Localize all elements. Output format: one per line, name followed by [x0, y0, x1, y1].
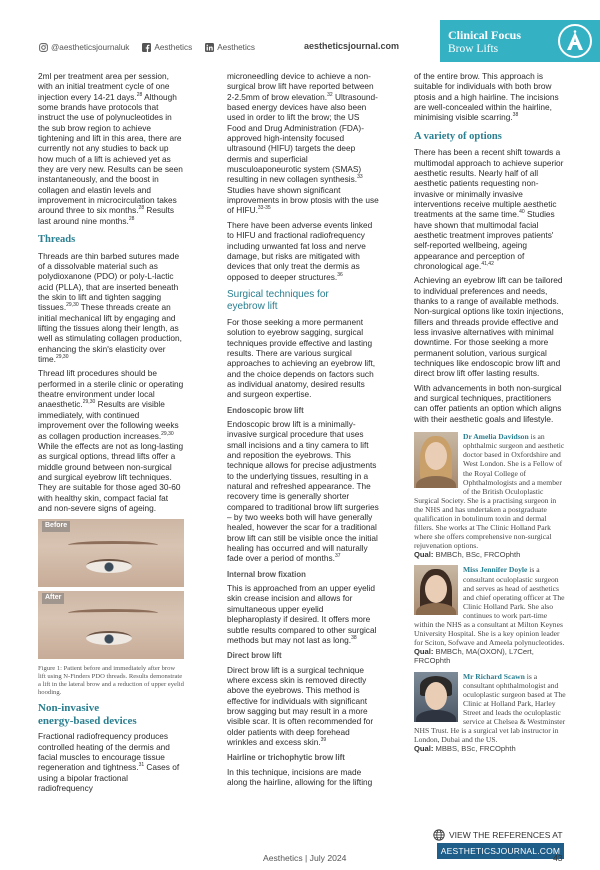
author-photo-richard-scawn: [414, 672, 458, 722]
facebook-name[interactable]: Aesthetics: [154, 42, 193, 52]
facebook-icon[interactable]: [141, 42, 151, 52]
paragraph: With advancements in both non-surgical and surgical techniques, practitioners can offer patients an option which aligns with their aesthetic goals and lifestyle.: [414, 382, 562, 424]
heading-variety-of-options: A variety of options: [414, 130, 502, 142]
paragraph: Endoscopic brow lift is a minimally-invasive surgical procedure that uses small incisions and a tiny camera to lift and reposition the eyebrows. This technique allows for precise adjustments to the underlying tissues, resulting in a natural and refreshed appearance. The recovery time is generally shorter compared to traditional brow lift surgeries – by two weeks both will have generally healed, however the scar for a traditional brow lift can still be visible once the initial healing has occurred and will naturally fade over a period of months.$^{37}$: [227, 418, 379, 564]
after-photo: [38, 591, 184, 659]
social-links: [38, 42, 255, 52]
author-name: Miss Jennifer Doyle: [463, 565, 528, 575]
subheading-endoscopic: Endoscopic brow lift: [227, 405, 304, 415]
paragraph: Fractional radiofrequency produces controlled heating of the dermis and facial muscles to encourage tissue regeneration and tightness.$^{31}$ Cases of using a bipolar fractional radiofrequency: [38, 731, 180, 794]
paragraph: There have been adverse events linked to HIFU and fractional radiofrequency including unwanted fat loss and nerve damage, but risks are mitigated with devices that only treat the dermis as opposed to deeper structures.$^{36}$: [227, 219, 373, 282]
paragraph: Achieving an eyebrow lift can be tailored to individual preferences and needs, thanks to a range of available methods. Non-surgical options like toxin injections, fillers and threads provide effective and less invasive alternatives with minimal downtime. For those seeking a more permanent solution, various surgical techniques like endoscopic brow lift and direct brow lift offer lasting results.: [414, 275, 564, 379]
heading-energy-devices: Non-invasive energy-based devices: [38, 702, 137, 727]
heading-surgical-techniques: Surgical techniques for eyebrow lift: [227, 288, 329, 312]
author-qualifications: Qual: MBBS, BSc, FRCOphth: [414, 744, 516, 754]
paragraph: In this technique, incisions are made along the hairline, allowing for the lifting: [227, 766, 373, 787]
subheading-direct-brow-lift: Direct brow lift: [227, 651, 282, 661]
before-photo: [38, 519, 184, 587]
paragraph: Direct brow lift is a surgical technique where excess skin is removed directly above the eyebrows. This method is effective for individuals with significant brow sagging but may result in a more visible scar. It is often recommended for older patients with deep forehead wrinkles and excess skin.$^{39}$: [227, 664, 374, 747]
issue-label: Aesthetics | July 2024: [263, 853, 347, 863]
column-3: [414, 71, 566, 759]
author-photo-amelia-davidson: [414, 432, 458, 488]
heading-threads: Threads: [38, 234, 76, 246]
linkedin-icon[interactable]: [204, 42, 214, 52]
figure-caption: Figure 1: Patient before and immediately after brow lift using N-Finders PDO threads. Results demonstrate a lift in the lateral brow and a reduction of upper eyelid hooding.: [38, 665, 184, 696]
author-name: Mr Richard Scawn: [463, 671, 525, 681]
author-photo-jennifer-doyle: [414, 565, 458, 615]
paragraph: This is approached from an upper eyelid skin crease incision and allows for simultaneous upper eyelid blepharoplasty if desired. It offers more subtle results compared to other surgical methods but may not last as long.$^{38}$: [227, 583, 377, 645]
paragraph: Thread lift procedures should be performed in a sterile clinic or operating theatre environment under local anaesthetic.$^{29,30}$ Results are visible immediately, with continued improvement over the following weeks as collagen production increases.$^{29,30}$ While the effects are not as long-lasting as surgical options, thread lifts offer a middle ground between non-surgical and surgical eyebrow lift techniques. They are suitable for those aged 30-60 with healthy skin, compact facial fat and non-severe signs of ageing.: [38, 368, 184, 513]
author-bio: Dr Amelia Davidson is an ophthalmic surgeon and aesthetic doctor based in Oxfordshire and West London. She is a Fellow of the Royal College of Ophthalmologists and a member of the British Oculoplastic Surgical Society. She is a practising surgeon in the NHS and has undertaken a postgraduate qualification in botulinum toxin and dermal fillers. She works at The Clinic Holland Park where she offers comprehensive non-surgical rejuvenation options. Qual: BMBCh, BSc, FRCOphth: [414, 432, 565, 560]
section-band: [440, 20, 600, 62]
references-link-button[interactable]: AESTHETICSJOURNAL.COM: [437, 843, 564, 859]
column-2: [227, 71, 379, 791]
section-title: Clinical Focus: [448, 28, 522, 42]
instagram-handle[interactable]: @aestheticsjournaluk: [51, 42, 130, 52]
subheading-hairline: Hairline or trichophytic brow lift: [227, 753, 345, 763]
globe-icon: [433, 829, 445, 841]
author-bio: Miss Jennifer Doyle is a consultant oculoplastic surgeon and serves as head of aesthetics and chief operating officer at The Clinic Holland Park. She also continues to work part-time within the NHS as a consultant at Milton Keynes University Hospital. She is a key opinion leader for Sciton, Sofwave and Ameela polynucleotides. Qual: BMBCh, MA(OXON), L7Cert, FRCOphth: [414, 565, 565, 666]
before-label: Before: [42, 521, 70, 531]
references-prompt: [433, 829, 563, 841]
paragraph: microneedling device to achieve a non-surgical brow lift have reported between 2-2.5mm of brow elevation.$^{32}$ Ultrasound-based energy devices have also been used in order to lift the brow; the US Food and Drug Administration (FDA)-approved high-intensity focused ultrasound (HIFU) targets the deep dermis and superficial musculoaponeurotic system (SMAS) resulting in new collagen synthesis.$^{33}$ Studies have shown significant improvements in brow ptosis with the use of HIFU.$^{33-35}$: [227, 71, 379, 216]
paragraph: 2ml per treatment area per session, with an initial treatment cycle of one injection every 14-21 days.$^{28}$ Although some brands have protocols that instruct the use of polynucleotides in the sub brow region to achieve tightening and lift in this area, there are currently not any studies to back up how much of a lift is achieved yet as they are very new. Results can be seen instantaneously, and the boost in collagen and elastin levels and improvement in microcirculation takes around three to six months.$^{28}$ Results last around nine months.$^{28}$: [38, 71, 183, 226]
aesthetics-logo-icon: [558, 24, 592, 58]
paragraph: For those seeking a more permanent solution to eyebrow sagging, surgical techniques provide effective and lasting results. There are various surgical approaches to achieving an eyebrow lift, and the choice depends on factors such as individual anatomy, desired results and surgeon expertise.: [227, 316, 376, 400]
page-header: [0, 0, 600, 62]
page-number: 43: [553, 853, 563, 863]
section-topic: Brow Lifts: [448, 43, 499, 55]
linkedin-name[interactable]: Aesthetics: [217, 42, 255, 52]
paragraph: Threads are thin barbed sutures made of a dissolvable material such as polydioxanone (PDO) or poly-L-lactic acid (PLLA), that are inserted beneath the skin to lift and tighten sagging tissues.$^{29,30}$ These threads create an initial mechanical lift by engaging and lifting the tissues along their length, as well as stimulating collagen production, enhancing the skin's elasticity over time.$^{29,30}$: [38, 250, 182, 365]
column-1: [38, 71, 184, 798]
references-label: VIEW THE REFERENCES AT: [449, 830, 563, 840]
paragraph: of the entire brow. This approach is suitable for individuals with both brow ptosis and a high hairline. The incisions are well-concealed within the hairline, minimising visible scarring.$^{38}$: [414, 71, 559, 123]
instagram-icon[interactable]: [38, 42, 48, 52]
author-bio: Mr Richard Scawn is a consultant ophthalmologist and oculoplastic surgeon based at The Clinic at Holland Park, Harley Street and leads the oculoplastic service at Chelsea & Westminster NHS Trust. He is a surgical vet lab instructor in London, Dubai and the US. Qual: MBBS, BSc, FRCOphth: [414, 671, 566, 754]
author-qualifications: Qual: BMBCh, BSc, FRCOphth: [414, 550, 521, 560]
after-label: After: [42, 593, 64, 603]
site-url[interactable]: aestheticsjournal.com: [304, 41, 400, 51]
paragraph: There has been a recent shift towards a multimodal approach to achieve superior aesthetic results. Nearly half of all aesthetic patients requesting non-invasive or minimally invasive interventions receive multiple aesthetic treatments at the same time.$^{40}$ Studies have shown that multimodal facial aesthetic treatment improves patients' self-reported wellbeing, ageing appearance and perception of chronological age.$^{41,42}$: [414, 147, 564, 271]
author-qualifications: Qual: BMBCh, MA(OXON), L7Cert, FRCOphth: [414, 647, 534, 666]
subheading-internal-fixation: Internal brow fixation: [227, 569, 306, 579]
author-name: Dr Amelia Davidson: [463, 432, 529, 442]
